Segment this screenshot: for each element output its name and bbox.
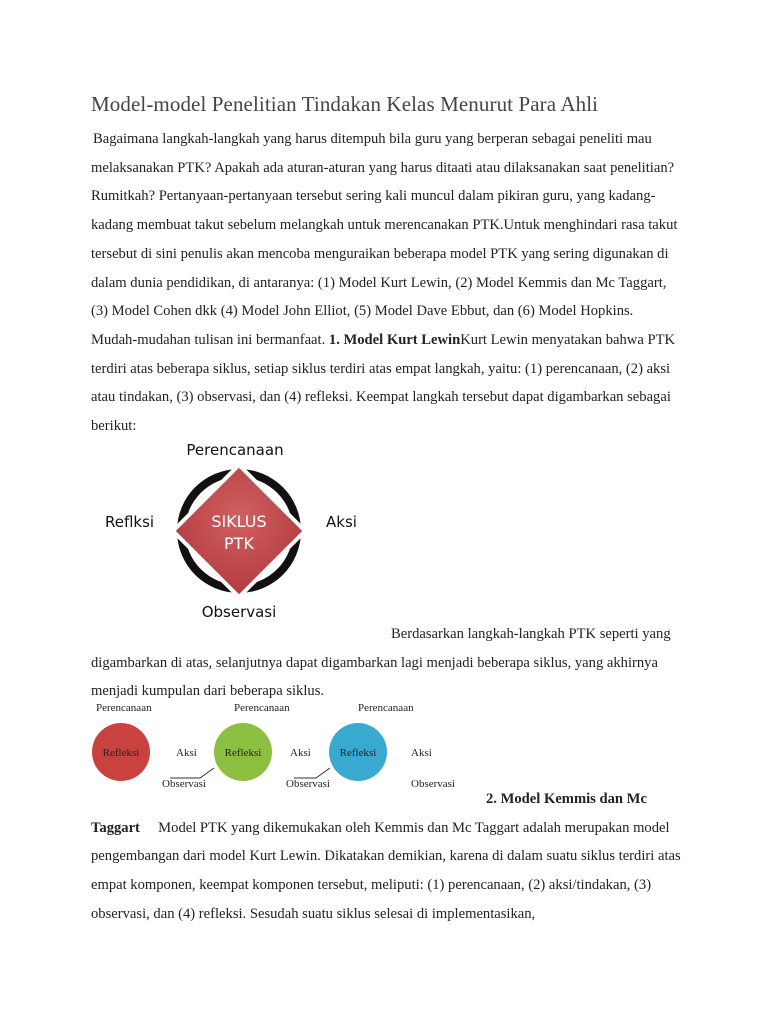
cycle-3 [329,702,455,790]
cycle-1-center: Refleksi [102,747,140,759]
kurt-lewin-text: Kurt Lewin menyatakan bahwa PTK terdiri atas beberapa siklus, setiap siklus terdiri atas empat langkah, yaitu: (1) perencanaan, (2) aksi atau tindakan, (3) observasi, dan (4) refleksi. Keempat langkah tersebut dapat digambarkan sebagai berikut: [91,331,676,435]
siklus-ptk-diagram [95,435,385,625]
kemmis-text: Model PTK yang dikemukakan oleh Kemmis dan Mc Taggart adalah merupakan model pengembangan dari model Kurt Lewin. Dikatakan demikian, karena di dalam suatu siklus terdiri atas empat komponen, keempat komponen tersebut, meliputi: (1) perencanaan, (2) aksi/tindakan, (3) observasi, dan (4) refleksi. Sesudah suatu siklus selesai di implementasikan, [91,819,681,922]
cycle-3-right: Aksi [411,747,432,759]
cycle-2-right: Aksi [290,747,311,759]
cycle-1-bottom: Observasi [162,778,206,790]
section-kemmis [91,785,681,929]
label-refleksi: Reflksi [105,513,155,531]
cycle-3-bottom: Observasi [411,778,455,790]
cycle-1 [92,702,214,790]
label-perencanaan: Perencanaan [186,441,284,459]
diagram-center-line1: SIKLUS [211,512,267,531]
label-aksi: Aksi [326,513,357,531]
cycle-diamond [173,465,305,597]
label-observasi: Observasi [201,603,277,621]
diagram-center-line2: PTK [224,534,254,553]
cycle-1-top: Perencanaan [96,702,152,714]
cycle-2-center: Refleksi [224,747,262,759]
heading-model-kurt-lewin: 1. Model Kurt Lewin [328,331,461,348]
heading-model-kemmis: 2. Model Kemmis dan Mc Taggart [91,791,647,836]
paragraph-siklus-text: Berdasarkan langkah-langkah PTK seperti yang digambarkan di atas, selanjutnya dapat digambarkan lagi menjadi beberapa siklus, yang akhirnya menjadi kumpulan dari beberapa siklus. [91,626,671,700]
cycle-2-top: Perencanaan [234,702,290,714]
cycle-3-top: Perencanaan [358,702,414,714]
multi-cycle-diagram [88,698,478,794]
cycle-3-center: Refleksi [339,747,377,759]
page-title: Model-model Penelitian Tindakan Kelas Menurut Para Ahli [91,92,599,116]
cycle-1-right: Aksi [176,747,197,759]
cycle-2-bottom: Observasi [286,778,330,790]
paragraph-siklus [91,620,681,706]
intro-text: Bagaimana langkah-langkah yang harus ditempuh bila guru yang berperan sebagai peneliti mau melaksanakan PTK? Apakah ada aturan-aturan yang harus ditaati atau dilaksanakan saat penelitian? Rumitkah? Pertanyaan-pertanyaan tersebut sering kali muncul dalam pikiran guru, yang kadang-kadang membuat takut sebelum melangkah untuk merencanakan PTK.Untuk menghindari rasa takut tersebut di sini penulis akan mencoba menguraikan beberapa model PTK yang sering digunakan di dalam dunia pendidikan, di antaranya: (1) Model Kurt Lewin, (2) Model Kemmis dan Mc Taggart, (3) Model Cohen dkk (4) Model John Elliot, (5) Model Dave Ebbut, dan (6) Model Hopkins. Mudah-mudahan tulisan ini bermanfaat. [91,131,678,348]
cycle-2 [214,702,330,790]
intro-paragraph [91,125,681,441]
